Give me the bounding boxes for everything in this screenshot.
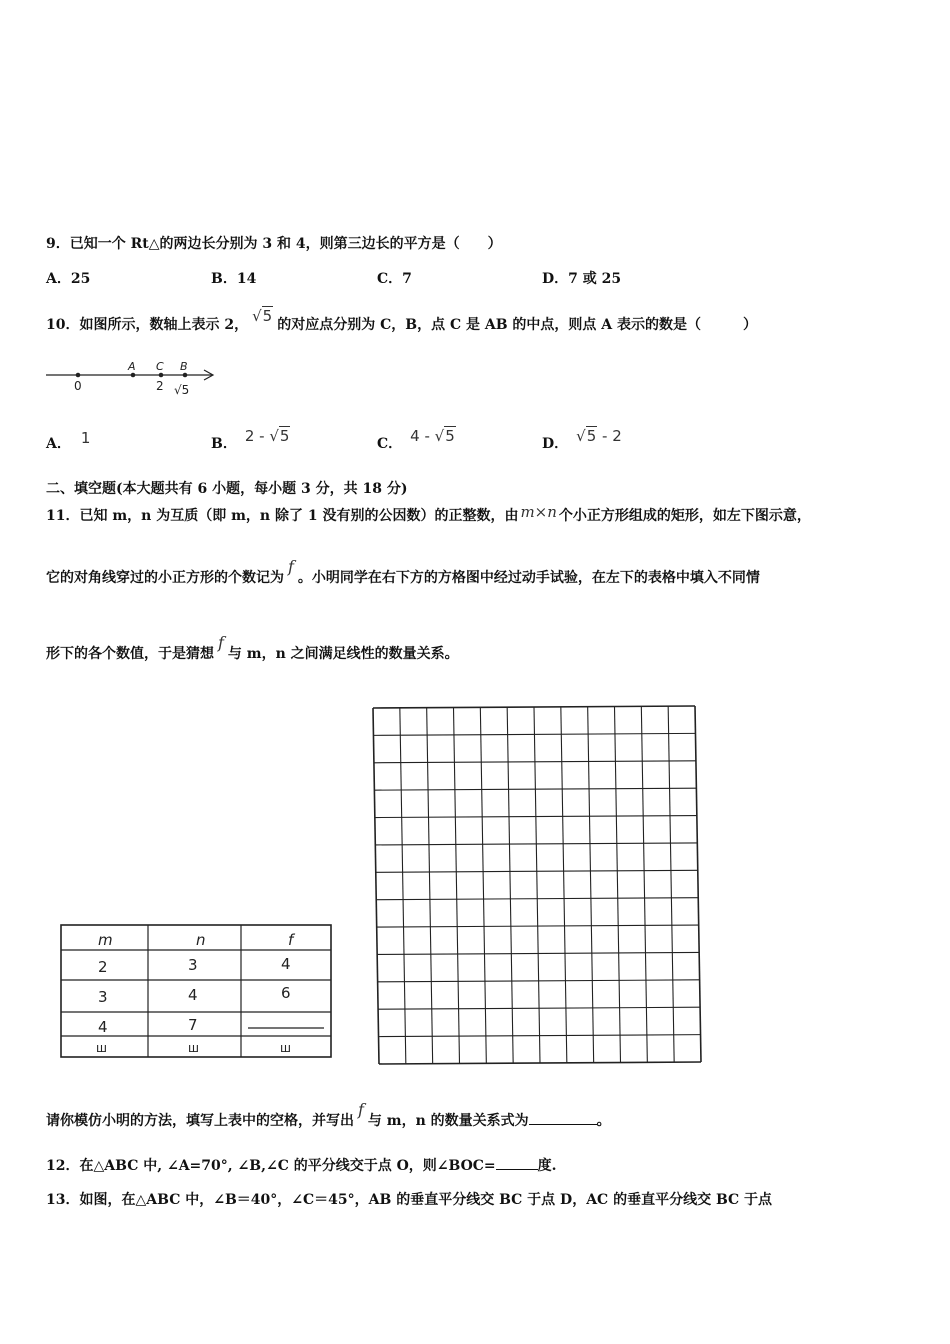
q10-option-d-suffix: - 2	[597, 427, 622, 445]
q9-option-d: D．7 或 25	[542, 271, 622, 287]
q10-stem	[46, 307, 758, 335]
table-cell-r4-m: ш	[96, 1041, 107, 1055]
grid-vertical-line	[400, 708, 406, 1064]
grid-vertical-line	[534, 707, 540, 1063]
table-cell-r1-m: 2	[98, 958, 108, 976]
table-cell-r1-f: 4	[281, 955, 291, 973]
q12-stem-part2: 度.	[537, 1158, 557, 1174]
q9-option-b: B．14	[211, 271, 257, 287]
table-cell-r3-m: 4	[98, 1018, 108, 1036]
point-a	[131, 373, 136, 378]
table-cell-r1-n: 3	[188, 956, 198, 974]
q11-mxn: m×n	[520, 503, 557, 521]
q9-option-a: A．25	[46, 271, 91, 287]
tick-two-label: 2	[156, 379, 164, 393]
q10-option-c-prefix: 4 -	[410, 427, 435, 445]
grid-vertical-line	[480, 707, 486, 1063]
q11-f-symbol-2: f	[218, 633, 224, 652]
q11-line2	[46, 557, 760, 588]
q10-option-d-label: D．	[542, 436, 569, 452]
q9-option-c: C．7	[377, 271, 412, 287]
q10-option-b-sqrt: √5	[269, 427, 290, 445]
q11-line3	[46, 633, 459, 664]
q10-option-b-prefix: 2 -	[244, 427, 270, 445]
q11-answer-blank[interactable]	[529, 1124, 597, 1125]
q11-tail-part1: 请你模仿小明的方法，填写上表中的空格，并写出	[46, 1113, 354, 1129]
q12-stem	[46, 1156, 557, 1176]
grid-vertical-line	[427, 708, 433, 1064]
origin-label: 0	[74, 379, 82, 393]
q10-option-d	[542, 427, 622, 454]
q10-option-a-label: A．	[46, 436, 71, 452]
q12-answer-blank[interactable]	[496, 1169, 538, 1170]
q10-stem-part2: 的对应点分别为 C，B，点 C 是 AB 的中点，则点 A 表示的数是（ ）	[277, 317, 758, 333]
square-grid-figure	[368, 703, 708, 1069]
grid-horizontal-line	[379, 1062, 701, 1064]
table-cell-r4-n: ш	[188, 1041, 199, 1055]
q11-tail	[46, 1100, 611, 1131]
grid-vertical-line	[668, 706, 674, 1062]
table-cell-r2-n: 4	[188, 986, 198, 1004]
table-header-n: n	[196, 931, 206, 949]
q11-f-symbol: f	[288, 557, 294, 576]
q11-f-symbol-3: f	[358, 1100, 364, 1119]
table-cell-r4-f: ш	[280, 1041, 291, 1055]
grid-vertical-line	[615, 707, 621, 1063]
q9-stem: 9．已知一个 Rt△的两边长分别为 3 和 4，则第三边长的平方是（ ）	[46, 236, 502, 252]
q10-option-c-label: C．	[377, 436, 403, 452]
point-c-label: C	[156, 360, 164, 373]
q10-option-c-radicand: 5	[445, 427, 455, 445]
point-b	[183, 373, 188, 378]
q11-line2-part1: 它的对角线穿过的小正方形的个数记为	[46, 570, 284, 586]
q11-line1	[46, 505, 811, 526]
q10-option-b-value	[245, 429, 291, 445]
q11-tail-part3: 。	[596, 1113, 611, 1129]
table-cell-r2-f: 6	[281, 984, 291, 1002]
table-cell-r2-m: 3	[98, 988, 108, 1006]
q11-line2-part2: 。小明同学在右下方的方格图中经过动手试验，在左下的表格中填入不同情	[297, 570, 760, 586]
grid-horizontal-line	[373, 706, 695, 708]
q10-option-b-radicand: 5	[279, 427, 290, 445]
q10-option-b	[211, 427, 290, 454]
q11-line3-part1: 形下的各个数值，于是猜想	[46, 646, 214, 662]
point-a-label: A	[128, 360, 136, 373]
mnf-table	[58, 920, 340, 1064]
q11-line3-part2: 与 m，n 之间满足线性的数量关系。	[227, 646, 459, 662]
q10-option-c-sqrt: √5	[434, 427, 455, 445]
grid-vertical-line	[561, 707, 567, 1063]
section2-heading: 二、填空题(本大题共有 6 小题，每小题 3 分，共 18 分)	[46, 481, 408, 497]
grid-vertical-line	[373, 708, 379, 1064]
q10-option-a-value: 1	[80, 429, 91, 447]
table-header-m: m	[98, 931, 113, 949]
origin-point	[76, 373, 81, 378]
sqrt5-radicand: 5	[262, 307, 273, 325]
q10-option-a	[46, 429, 91, 454]
q12-stem-part1: 12．在△ABC 中, ∠A=70°, ∠B,∠C 的平分线交于点 O，则∠BOC=	[46, 1158, 496, 1174]
q10-option-d-radicand: 5	[586, 427, 597, 445]
grid-vertical-line	[507, 707, 513, 1063]
point-b-label: B	[180, 360, 188, 373]
q10-option-d-value	[576, 429, 622, 445]
q10-option-c-value	[410, 429, 456, 445]
q10-option-b-label: B．	[211, 436, 237, 452]
grid-vertical-line	[588, 707, 594, 1063]
q10-option-c	[377, 427, 456, 454]
sqrt5-expression: √5	[252, 307, 273, 325]
q11-tail-part2: 与 m，n 的数量关系式为	[367, 1113, 529, 1129]
table-header-f: f	[288, 931, 294, 949]
tick-sqrt5-label: √5	[174, 383, 190, 397]
q10-option-d-sqrt: √5	[576, 427, 597, 445]
grid-vertical-line	[454, 708, 460, 1064]
q10-stem-part1: 10．如图所示，数轴上表示 2，	[46, 317, 249, 333]
table-cell-r3-n: 7	[188, 1016, 198, 1034]
q13-stem: 13．如图，在△ABC 中，∠B＝40°，∠C＝45°，AB 的垂直平分线交 BC 于点 D，AC 的垂直平分线交 BC 于点	[46, 1192, 773, 1208]
q11-line1-part2: 个小正方形组成的矩形，如左下图示意，	[558, 508, 811, 524]
grid-vertical-line	[695, 706, 701, 1062]
q11-line1-part1: 11．已知 m，n 为互质（即 m，n 除了 1 没有别的公因数）的正整数，由	[46, 508, 519, 524]
grid-vertical-line	[641, 706, 647, 1062]
point-c	[159, 373, 164, 378]
number-line-figure	[40, 354, 230, 402]
